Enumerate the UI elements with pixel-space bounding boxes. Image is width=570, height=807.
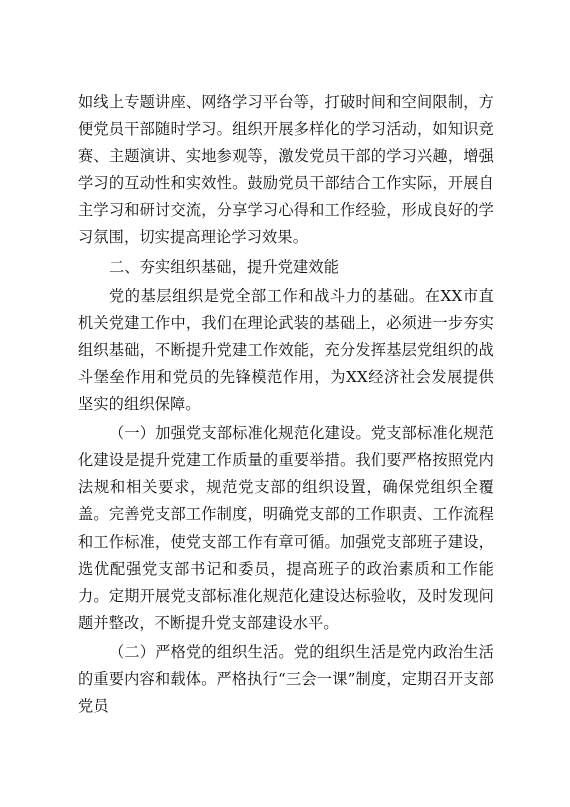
section-heading: 二、夯实组织基础，提升党建效能	[109, 257, 340, 276]
document-body	[78, 89, 494, 720]
paragraph-section-intro: 党的基层组织是党全部工作和战斗力的基础。在XX市直机关党建工作中，我们在理论武装的基础上，必须进一步夯实组织基础，不断提升党建工作效能，充分发挥基层党组织的战斗堡垒作用和党员的先锋模范作用，为XX经济社会发展提供坚实的组织保障。	[78, 286, 494, 414]
paragraph-continuation: 如线上专题讲座、网络学习平台等，打破时间和空间限制，方便党员干部随时学习。组织开展多样化的学习活动，如知识竞赛、主题演讲、实地参观等，激发党员干部的学习兴趣，增强学习的互动性和实效性。鼓励党员干部结合工作实际，开展自主学习和研讨交流，分享学习心得和工作经验，形成良好的学习氛围，切实提高理论学习效果。	[78, 93, 494, 247]
paragraph-subsection-two: （二）严格党的组织生活。党的组织生活是党内政治生活的重要内容和载体。严格执行“三会一课”制度，定期召开支部党员	[78, 642, 494, 716]
paragraph-subsection-one: （一）加强党支部标准化规范化建设。党支部标准化规范化建设是提升党建工作质量的重要举措。我们要严格按照党内法规和相关要求，规范党支部的组织设置，确保党组织全覆盖。完善党支部工作制度，明确党支部的工作职责、工作流程和工作标准，使党支部工作有章可循。加强党支部班子建设，选优配强党支部书记和委员，提高班子的政治素质和工作能力。定期开展党支部标准化规范化建设达标验收，及时发现问题并整改，不断提升党支部建设水平。	[78, 424, 494, 632]
